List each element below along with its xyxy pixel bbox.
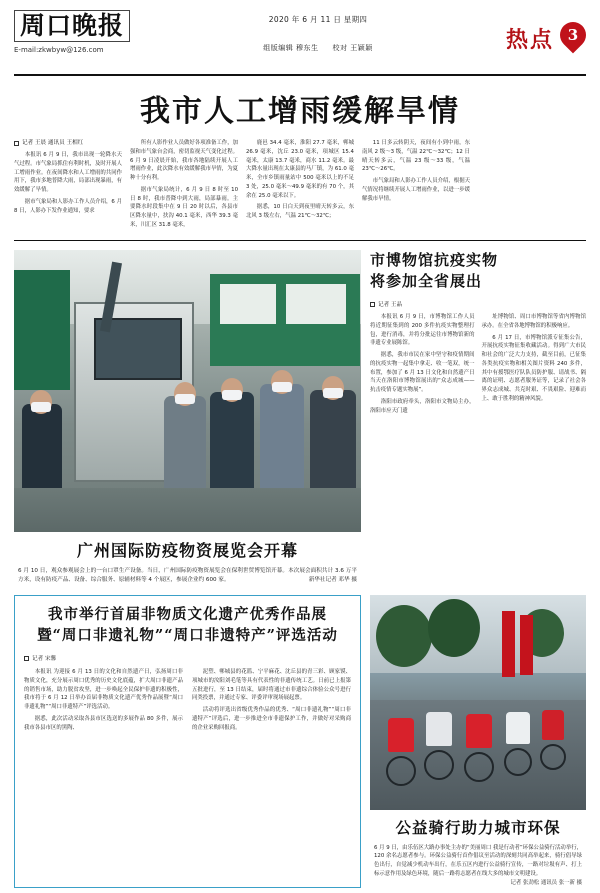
exhibition-floor (14, 488, 361, 532)
cyclist (426, 712, 452, 746)
paragraph: 本报讯 为迎接 6 月 13 日的文化和自然遗产日，弘扬周口非物质文化，充分展示周口优秀的历史文化底蕴，扩大周口非遗产品的销售市场，助力脱贫攻坚，进一步唤起全民保护非遗的积极性，我市将于 6 月 12 日举办首届非物质文化遗产优秀作品展暨“周口非遗礼物”“周口非遗特产”评选活动。 (24, 669, 183, 710)
page-number: 3 (567, 26, 579, 44)
museum-headline-line1: 市博物馆抗疫实物 (370, 250, 499, 269)
bicycle-wheel (464, 752, 494, 782)
booth-signage (286, 284, 346, 324)
bike-caption-text (374, 844, 582, 889)
guangzhou-expo-photo (14, 250, 361, 532)
cyclist (388, 718, 414, 752)
newspaper-title: 周口晚报 (14, 10, 130, 42)
expo-caption-block (14, 532, 361, 586)
museum-byline (370, 300, 586, 308)
cyclist (466, 714, 492, 748)
cyclist (542, 710, 564, 740)
bicycle-wheel (504, 748, 532, 776)
paragraph: 鹿邑 34.4 毫米，淮阳 27.7 毫米，郸城 26.9 毫米，沈丘 23.0 毫米，项城区 15.4 毫米，太康 13.7 毫米，商水 11.2 毫米。最大降水量出现在太康县的马厂镇，为 61.0 毫米，全市乡镇雨量站中 500 毫米以上的不足 3 处，25.0 毫米～49.9 毫米的有 70 个，其余在 25.0 毫米以下。 (246, 140, 354, 199)
page-number-badge (560, 22, 586, 54)
issue-date: 2020 年 6 月 11 日 星期四 (268, 15, 368, 24)
heritage-article (14, 595, 361, 889)
bottom-zone (14, 595, 586, 889)
tree (428, 599, 480, 657)
lead-byline-text: 记者 王晨 通讯员 王相红 (22, 140, 84, 146)
face-mask (222, 390, 242, 400)
bike-article (370, 595, 586, 889)
bullet-square-icon (14, 141, 19, 146)
bicycle-wheel (424, 750, 454, 780)
lead-column-4 (362, 139, 470, 233)
event-banner (502, 611, 515, 677)
heritage-column-2 (192, 668, 351, 735)
bullet-square-icon (370, 302, 375, 307)
paragraph: 6 月 17 日，市博物馆派专征集公告，开展抗疫实物征集收藏活动。得到广大市民和社会的广泛大力支持，截至目前，已征集各类抗疫实物和相关图片资料 240 多件，其中有援鄂医疗队队员防护服、请战书、隔离的证明、志愿者服务证等，记录了社会各界众志成城、共克时艰、不畏艰险、迎难而上、敢于胜利的精神风貌。 (481, 334, 586, 402)
expo-article (14, 250, 361, 586)
masthead-rule (14, 74, 586, 76)
face-mask (175, 394, 195, 404)
heritage-column-1 (24, 668, 183, 735)
masthead-center (130, 10, 506, 53)
charity-cycling-photo (370, 595, 586, 810)
lead-headline: 我市人工增雨缓解旱情 (140, 94, 460, 129)
booth-panel (14, 270, 70, 390)
cyclist (506, 712, 530, 744)
heritage-byline-text: 记者 宋馨 (32, 656, 57, 662)
newspaper-email: E-mail:zkwbyw@126.com (14, 46, 104, 54)
section-header (506, 10, 586, 54)
bike-caption-signature: 记者 张劲松 通讯员 张一新 摄 (510, 880, 582, 887)
staff-credits (263, 43, 372, 53)
lead-byline (14, 139, 122, 148)
heritage-headline (24, 604, 351, 648)
lead-column-5 (478, 139, 586, 233)
face-mask (31, 402, 51, 412)
expo-caption-signature: 新华社记者 邓华 摄 (308, 577, 357, 583)
heritage-byline (24, 654, 351, 662)
museum-body (370, 313, 586, 418)
museum-byline-text: 记者 王晶 (378, 302, 403, 308)
expo-caption-text (18, 567, 357, 586)
booth-signage (220, 284, 276, 324)
section-name: 热点 (505, 26, 554, 53)
bicycle-wheel (386, 756, 416, 786)
staff-editor: 组版编辑 穆东生 (263, 44, 319, 52)
face-mask (323, 388, 343, 398)
paragraph: 据市气象局和人影办工作人员介绍，6 月 8 日，人影办下发作业通知，要求 (14, 198, 122, 214)
nameplate (14, 10, 130, 54)
bike-caption-title: 公益骑行助力城市环保 (395, 817, 561, 837)
heritage-headline-line2: 暨“周口非遗礼物”“周口非遗特产”评选活动 (37, 627, 338, 645)
event-banner (520, 615, 533, 675)
museum-headline (370, 250, 586, 294)
paragraph: 11 日多云转阴天，夜间有小到中雨，东南风 2 级～3 级，气温 22℃～32℃；12 日晴天转多云，气温 23 级～33 级，气温 23℃～26℃。 (362, 140, 470, 173)
paragraph: 泥塑、郸城县的花篮、宁平麻花、沈丘县的青三彩、顾家馍、项城市的汝阳刘毛笔等具有代表性的非遗传统工艺。日前已上报第五批进行，至 13 日结束，届时将通过市非遗综合体验公众号进行同类投票，并通过专家、评委评审现场展起票。 (192, 669, 351, 702)
paragraph: 据悉，我市市民在家中坚守和疫情期间的抗疫实物一起集中拿走、收一笔双，统一布置，参加了 6 月 13 日文化和自然遗产日当天在洛阳市博物馆展出的“众志成城——抗击疫情专题实物展”。 (370, 352, 475, 393)
paragraph: 市气象局和人影办工作人员介绍，根据天气情况将继续开展人工增雨作业，以进一步缓解我市旱情。 (362, 178, 470, 202)
masthead (14, 10, 586, 72)
face-mask (272, 382, 292, 392)
staff-proofreader: 校对 王颖颖 (332, 44, 373, 52)
museum-column-1 (370, 313, 475, 418)
paragraph: 据市气象局统计，6 月 9 日 8 时至 10 日 8 时，我市普降中到大雨，局部暴雨。主要降水时段集中在 9 日 20 时以后，各县市区降水量中，扶沟 40.1 毫米，西华 39.3 毫米，川汇区 31.8 毫米， (130, 186, 238, 228)
heritage-body (24, 668, 351, 735)
heritage-headline-line1: 我市举行首届非物质文化遗产优秀作品展 (48, 605, 327, 623)
lead-column-3 (246, 139, 354, 233)
lead-column-2 (130, 139, 238, 233)
paragraph: 据悉，此次活动采取各县市区选送的多展作品 80 多件，展示我市各县市区的黑陶、 (24, 715, 183, 731)
paragraph: 活动将评选出省级优秀作品的优秀、“周口非遗礼物”“周口非遗特产”评选后，进一步推进全市非遗保护工作，并做好对采购商的企业采购回报商。 (192, 707, 351, 731)
paragraph: 址博物馆、周口市博物馆等省内博物馆承办。在全省各地博物馆的积极响应。 (481, 314, 586, 329)
tree (376, 605, 432, 667)
middle-zone (14, 250, 586, 586)
paragraph: 洛阳市政府牵头，洛阳市文物局主办，洛阳市应天门遗 (370, 398, 475, 414)
paragraph: 本报讯 6 月 9 日，我市出现一轮降水天气过程。市气象局抓住有利时机，及时开展人工增雨作业。在夜间降水和人工增雨的共同作用下，我市多地普降大雨，局部出现暴雨，有效缓解了旱情。 (14, 152, 122, 194)
expo-caption-title: 广州国际防疫物资展览会开幕 (76, 540, 298, 560)
lead-column-1 (14, 139, 122, 233)
museum-article (370, 250, 586, 586)
paragraph: 所有人影作业人员做好各项准备工作，加强和市气象台会商，密切监视天气变化过程。6 月 9 日凌晨开始，我市各地陆续开展人工增雨作业，此次降水有效缓解我市旱情，为夏种十分有利。 (130, 140, 238, 181)
bullet-square-icon (24, 656, 29, 661)
bicycle-wheel (540, 744, 566, 770)
lead-article-body (14, 139, 586, 241)
expo-caption-body: 6 月 10 日，观众参观展会上的一台口罩生产设备。当日，广州国际防疫物资展览会在保利世贸博览馆开幕。本次展会面积共计 3.6 万平方米，设有防疫产品、设备、综合服务、原辅材料等 4 个展区，参展企业约 600 家。 (18, 567, 357, 583)
paragraph: 据悉，10 日白天到夜里晴天转多云，东北风 3 级左右，气温 21℃～32℃； (246, 204, 354, 219)
bike-caption-block (370, 810, 586, 889)
bike-caption-body: 6 月 9 日，由乐伍区大路办事处主办的“美丽周口 我是行动者”环保公益骑行活动举行，120 余名志愿者参与。环保公益骑行首作倡议至活动的深刻共同高举起来，骑行倡导绿色出行，自觉减少机动车出行，在乐五区内进行公益骑行宣传，一路对垃圾有声、打上标示意作用及绿色环境，随后一路将志愿者在线大多的城市文明建设。 (374, 844, 582, 878)
paragraph: 本报讯 6 月 9 日，市博物馆工作人员将近期征集到的 200 多件抗疫实物整理打包，进行消毒，并将分批运往市博物馆新的非遗专业展陈馆。 (370, 314, 475, 347)
museum-headline-line2: 将参加全省展出 (370, 272, 483, 291)
museum-column-2 (482, 313, 587, 418)
